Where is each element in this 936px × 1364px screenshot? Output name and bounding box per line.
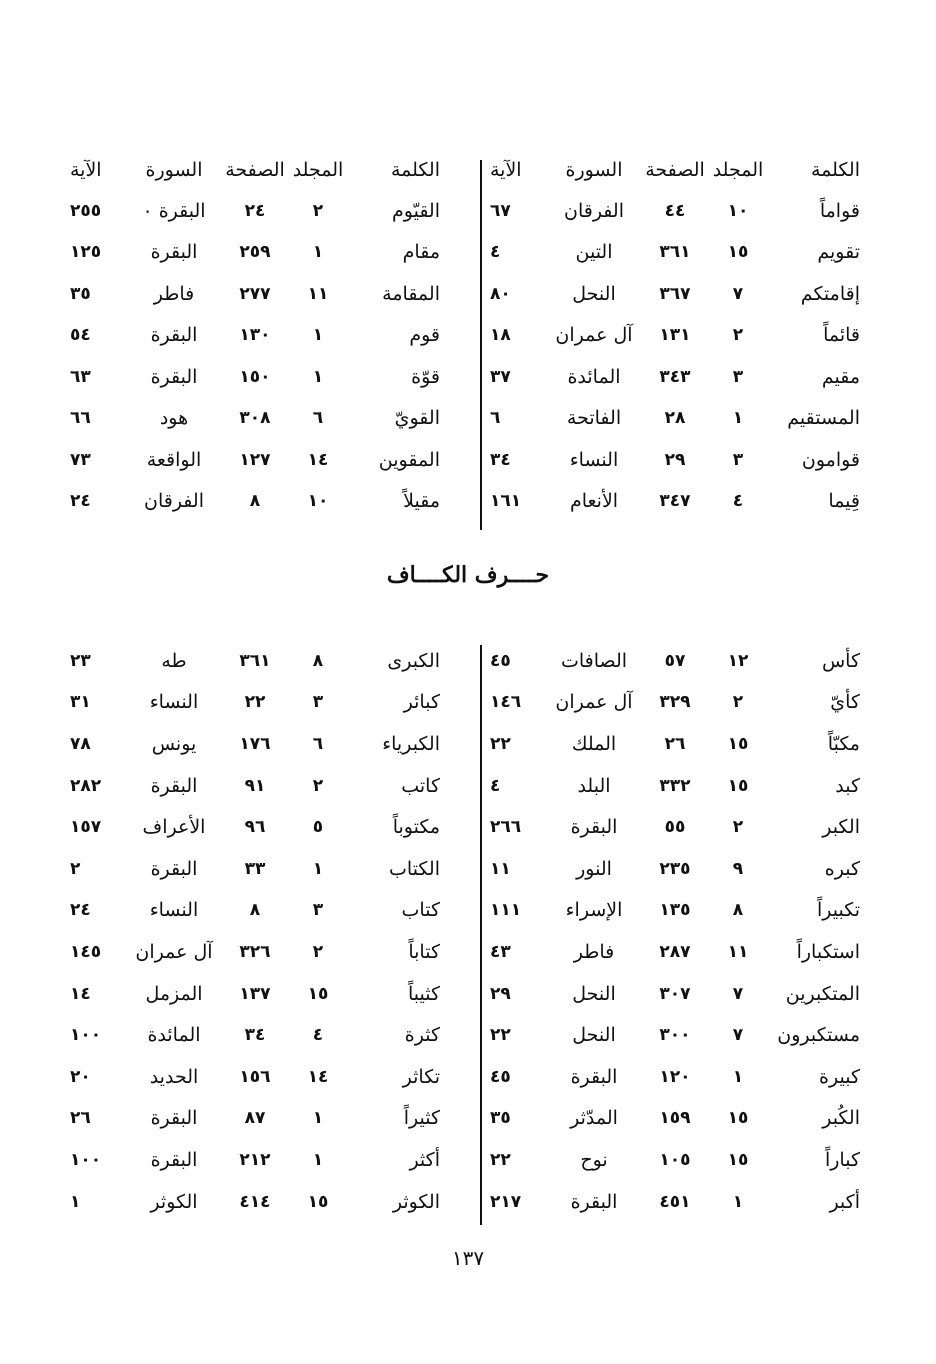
cell-aya: ٢٢ [490, 733, 511, 754]
table-row [490, 890, 860, 932]
table-row [490, 1139, 860, 1181]
cell-sura: النحل [572, 1024, 616, 1047]
cell-page: ٢٩ [664, 449, 686, 470]
cell-aya: ٢ [70, 858, 81, 879]
table-row [70, 315, 440, 357]
cell-page: ٣٤٣ [659, 366, 691, 387]
cell-aya: ٨٠ [490, 283, 511, 304]
cell-page: ٢٣٥ [659, 858, 691, 879]
cell-sura: آل عمران [135, 940, 213, 963]
cell-aya: ٤٣ [490, 941, 511, 962]
cell-sura: البقرة [150, 241, 198, 264]
table-row [70, 439, 440, 481]
cell-aya: ٣١ [70, 692, 91, 713]
table-row [490, 723, 860, 765]
cell-word: كثرة [404, 1024, 440, 1047]
cell-volume: ٤ [312, 1025, 324, 1046]
cell-page: ١٥٦ [239, 1066, 271, 1087]
cell-page: ٢١٢ [239, 1149, 271, 1170]
cell-word: مقيم [821, 365, 860, 388]
cell-page: ١٧٦ [239, 733, 271, 754]
cell-aya: ٢٢ [490, 1149, 511, 1170]
cell-page: ٥٥ [664, 817, 686, 838]
cell-page: ١٣٥ [659, 900, 691, 921]
table-row [490, 273, 860, 315]
cell-word: الكبرى [387, 649, 440, 672]
cell-word: قوم [409, 324, 440, 347]
cell-sura: فاطر [153, 282, 195, 305]
top-right-table [490, 150, 860, 522]
cell-word: كثيباً [407, 982, 440, 1005]
table-row [70, 765, 440, 807]
cell-aya: ٣٥ [70, 283, 91, 304]
cell-volume: ١ [312, 242, 324, 263]
header-volume: المجلد [292, 159, 344, 181]
cell-sura: يونس [151, 732, 197, 755]
cell-page: ١٣١ [659, 325, 691, 346]
cell-volume: ١١ [307, 283, 329, 304]
table-row [70, 398, 440, 440]
cell-volume: ٥ [312, 817, 324, 838]
cell-aya: ٢٥٥ [70, 200, 102, 221]
cell-word: قوامون [801, 448, 860, 471]
cell-page: ٣٤٧ [659, 491, 691, 512]
cell-aya: ٢٣ [70, 650, 91, 671]
cell-aya: ٧٣ [70, 449, 91, 470]
table-row [70, 1181, 440, 1223]
header-sura: السورة [565, 159, 623, 181]
cell-word: كأس [821, 649, 860, 672]
table-row [490, 398, 860, 440]
cell-volume: ١٠ [307, 491, 329, 512]
cell-aya: ١١١ [490, 900, 522, 921]
cell-page: ٣٣ [244, 858, 266, 879]
page-number: ١٣٧ [451, 1246, 485, 1270]
cell-volume: ٣ [732, 449, 744, 470]
cell-word: قائماً [823, 324, 860, 347]
table-row [490, 765, 860, 807]
cell-word: المقوين [378, 448, 440, 471]
cell-volume: ٢ [732, 692, 744, 713]
cell-aya: ١٤ [70, 983, 91, 1004]
column-divider [480, 160, 482, 530]
cell-sura: الأنعام [569, 490, 619, 513]
cell-volume: ٣ [312, 900, 324, 921]
table-row [70, 1014, 440, 1056]
cell-word: كتاب [401, 899, 440, 922]
cell-sura: البقرة [150, 1148, 198, 1171]
cell-volume: ٢ [312, 200, 324, 221]
cell-aya: ٢٢ [490, 1025, 511, 1046]
table-row [490, 848, 860, 890]
header-aya: الآية [490, 159, 522, 181]
header-aya: الآية [70, 159, 102, 181]
cell-aya: ٢٨٢ [70, 775, 102, 796]
table-row [490, 439, 860, 481]
table-row [490, 481, 860, 523]
cell-page: ٣٦١ [659, 242, 691, 263]
cell-sura: المائدة [567, 365, 621, 388]
cell-page: ٢٨٧ [659, 941, 691, 962]
cell-word: مستكبرون [777, 1024, 860, 1047]
cell-word: كبيرة [819, 1065, 860, 1088]
column-divider [480, 645, 482, 1225]
cell-volume: ١ [312, 858, 324, 879]
cell-page: ٥٧ [664, 650, 686, 671]
cell-word: إقامتكم [800, 282, 860, 305]
cell-word: كاتب [401, 774, 440, 797]
cell-aya: ١٠٠ [70, 1149, 102, 1170]
cell-sura: البلد [577, 774, 611, 797]
cell-page: ١٢٠ [659, 1066, 691, 1087]
cell-aya: ١٨ [490, 325, 511, 346]
cell-page: ٨٧ [244, 1108, 266, 1129]
table-row [490, 1056, 860, 1098]
cell-sura: النحل [572, 282, 616, 305]
cell-page: ٢٨ [664, 408, 686, 429]
cell-aya: ١٥٧ [70, 817, 102, 838]
cell-page: ٢٥٩ [239, 242, 271, 263]
cell-aya: ٦٦ [70, 408, 91, 429]
cell-page: ٣٠٠ [659, 1025, 691, 1046]
cell-volume: ٨ [732, 900, 744, 921]
cell-volume: ١١ [727, 941, 749, 962]
cell-word: مكبّاً [827, 732, 860, 755]
cell-page: ٢٢ [244, 692, 266, 713]
cell-sura: المزمل [145, 982, 203, 1005]
cell-word: أكبر [829, 1190, 860, 1213]
table-row [490, 232, 860, 274]
cell-volume: ١٠ [727, 200, 749, 221]
cell-sura: المدّثر [570, 1107, 618, 1130]
cell-volume: ٣ [312, 692, 324, 713]
cell-sura: البقرة [150, 774, 198, 797]
cell-aya: ١ [70, 1191, 81, 1212]
cell-volume: ١ [732, 408, 744, 429]
cell-page: ٣٦١ [239, 650, 271, 671]
cell-volume: ٦ [312, 408, 324, 429]
table-row [70, 1139, 440, 1181]
cell-sura: الفرقان [564, 199, 624, 222]
cell-volume: ٢ [312, 775, 324, 796]
cell-volume: ١٥ [727, 733, 749, 754]
cell-page: ٣٤ [244, 1025, 266, 1046]
cell-sura: الملك [571, 732, 617, 755]
cell-word: كباراً [824, 1148, 860, 1171]
cell-aya: ٣٥ [490, 1108, 511, 1129]
cell-volume: ١٤ [307, 449, 329, 470]
cell-word: الكتاب [389, 857, 440, 880]
cell-sura: النحل [572, 982, 616, 1005]
cell-sura: الأعراف [142, 816, 206, 839]
cell-volume: ٢ [312, 941, 324, 962]
table-row [70, 232, 440, 274]
cell-page: ١٢٧ [239, 449, 271, 470]
cell-page: ٣٠٨ [239, 408, 271, 429]
cell-volume: ١٥ [727, 1149, 749, 1170]
cell-page: ٤٥١ [659, 1191, 691, 1212]
cell-sura: البقرة [570, 1065, 618, 1088]
cell-volume: ١ [732, 1066, 744, 1087]
cell-volume: ٩ [732, 858, 744, 879]
cell-aya: ٤ [490, 242, 501, 263]
table-row [70, 640, 440, 682]
cell-page: ٤٤ [664, 200, 686, 221]
bottom-left-column-group [70, 640, 440, 1222]
cell-word: المتكبرين [785, 982, 860, 1005]
cell-page: ٩١ [244, 775, 266, 796]
cell-sura: الفرقان [144, 490, 204, 513]
bottom-right-table [490, 640, 860, 1222]
table-row [70, 190, 440, 232]
cell-page: ١٥٠ [239, 366, 271, 387]
cell-word: كبائر [403, 691, 440, 714]
cell-aya: ١٢٥ [70, 242, 102, 263]
cell-aya: ١٤٥ [70, 941, 102, 962]
cell-word: استكباراً [796, 940, 860, 963]
cell-volume: ١٤ [307, 1066, 329, 1087]
cell-sura: الحديد [149, 1065, 199, 1088]
table-row [70, 848, 440, 890]
cell-page: ١٣٠ [239, 325, 271, 346]
cell-word: قوّة [411, 365, 440, 388]
cell-word: تقويم [817, 241, 860, 264]
header-word: الكلمة [810, 159, 860, 181]
cell-word: الكُبر [822, 1107, 860, 1130]
cell-page: ٢٤ [244, 200, 266, 221]
cell-aya: ٢٤ [70, 900, 91, 921]
cell-volume: ٤ [732, 491, 744, 512]
cell-volume: ١٥ [727, 242, 749, 263]
cell-volume: ٧ [732, 283, 744, 304]
cell-word: كبره [824, 857, 860, 880]
cell-sura: فاطر [573, 940, 615, 963]
cell-aya: ٣٧ [490, 366, 511, 387]
top-left-rows [70, 190, 440, 522]
table-row [70, 806, 440, 848]
cell-page: ١٥٩ [659, 1108, 691, 1129]
cell-sura: نوح [580, 1148, 608, 1171]
cell-sura: الكوثر [150, 1190, 198, 1213]
table-row [70, 890, 440, 932]
table-row [490, 356, 860, 398]
cell-volume: ٨ [312, 650, 324, 671]
cell-word: الكبر [822, 816, 860, 839]
cell-page: ٢٦ [664, 733, 686, 754]
cell-volume: ١ [732, 1191, 744, 1212]
table-row [490, 931, 860, 973]
table-row [490, 1098, 860, 1140]
cell-aya: ٧٨ [70, 733, 91, 754]
cell-word: كتاباً [408, 940, 440, 963]
cell-aya: ٤٥ [490, 650, 511, 671]
cell-page: ٣٢٦ [239, 941, 271, 962]
cell-word: القيّوم [392, 199, 440, 222]
table-row [70, 973, 440, 1015]
cell-word: كثيراً [403, 1107, 440, 1130]
bottom-right-column-group [490, 640, 860, 1222]
cell-sura: الإسراء [565, 899, 623, 922]
table-row [70, 481, 440, 523]
cell-word: تكاثر [402, 1065, 440, 1088]
cell-aya: ٦ [490, 408, 501, 429]
cell-volume: ١ [312, 1149, 324, 1170]
cell-sura: البقرة ٠ [142, 199, 206, 222]
bottom-right-rows [490, 640, 860, 1222]
cell-sura: البقرة [150, 857, 198, 880]
cell-page: ١٣٧ [239, 983, 271, 1004]
header-page: الصفحة [645, 159, 705, 181]
table-row [70, 1098, 440, 1140]
cell-aya: ١٤٦ [490, 692, 522, 713]
table-row [490, 973, 860, 1015]
cell-aya: ٢١٧ [490, 1191, 522, 1212]
cell-word: قِيما [828, 490, 860, 513]
cell-sura: الواقعة [146, 448, 202, 471]
cell-word: قواماً [819, 199, 860, 222]
cell-volume: ١ [312, 325, 324, 346]
cell-volume: ٢ [732, 817, 744, 838]
cell-page: ٣٠٧ [659, 983, 691, 1004]
cell-word: كأيّ [830, 691, 860, 714]
cell-word: مكتوباً [392, 816, 440, 839]
cell-page: ٤١٤ [239, 1191, 271, 1212]
header-row [70, 150, 440, 190]
cell-volume: ١٥ [307, 983, 329, 1004]
cell-sura: الصافات [560, 649, 628, 672]
cell-aya: ١٦١ [490, 491, 522, 512]
cell-page: ٨ [249, 491, 261, 512]
top-right-column-group [490, 150, 860, 522]
table-row [490, 1181, 860, 1223]
table-row [490, 315, 860, 357]
top-left-column-group [70, 150, 440, 522]
cell-aya: ٤٥ [490, 1066, 511, 1087]
cell-page: ٩٦ [244, 817, 266, 838]
table-row [70, 1056, 440, 1098]
header-row [490, 150, 860, 190]
cell-sura: النساء [149, 899, 199, 922]
table-row [490, 806, 860, 848]
table-row [490, 682, 860, 724]
cell-aya: ٢٩ [490, 983, 511, 1004]
cell-volume: ١٥ [727, 1108, 749, 1129]
cell-volume: ١٢ [727, 650, 749, 671]
cell-word: الكوثر [392, 1190, 440, 1213]
section-title: حــــرف الكــــاف [386, 562, 550, 588]
cell-sura: البقرة [150, 324, 198, 347]
cell-aya: ١١ [490, 858, 511, 879]
cell-aya: ٢٦ [70, 1108, 91, 1129]
bottom-left-rows [70, 640, 440, 1222]
cell-aya: ١٠٠ [70, 1025, 102, 1046]
table-row [490, 1014, 860, 1056]
cell-aya: ٢٦٦ [490, 817, 522, 838]
header-sura: السورة [145, 159, 203, 181]
cell-sura: آل عمران [555, 691, 633, 714]
table-row [70, 723, 440, 765]
cell-volume: ٢ [732, 325, 744, 346]
cell-sura: النساء [149, 691, 199, 714]
cell-aya: ٤ [490, 775, 501, 796]
cell-page: ٢٧٧ [239, 283, 271, 304]
cell-page: ٣٢٩ [659, 692, 691, 713]
header-volume: المجلد [712, 159, 764, 181]
cell-aya: ٦٣ [70, 366, 91, 387]
top-left-table [70, 150, 440, 522]
cell-aya: ٦٧ [490, 200, 511, 221]
cell-sura: النساء [569, 448, 619, 471]
cell-aya: ٣٤ [490, 449, 511, 470]
cell-sura: التين [575, 241, 613, 264]
table-row [70, 682, 440, 724]
cell-sura: المائدة [147, 1024, 201, 1047]
cell-page: ٣٣٢ [659, 775, 691, 796]
cell-page: ٣٦٧ [659, 283, 691, 304]
cell-volume: ٧ [732, 1025, 744, 1046]
cell-volume: ٦ [312, 733, 324, 754]
cell-word: المقامة [382, 282, 440, 305]
cell-volume: ٣ [732, 366, 744, 387]
table-row [70, 931, 440, 973]
cell-word: المستقيم [787, 407, 860, 430]
cell-word: أكثر [409, 1148, 440, 1171]
cell-volume: ١٥ [727, 775, 749, 796]
cell-word: الكبرياء [382, 732, 440, 755]
cell-volume: ١٥ [307, 1191, 329, 1212]
cell-sura: البقرة [570, 816, 618, 839]
cell-page: ٨ [249, 900, 261, 921]
top-right-rows [490, 190, 860, 522]
cell-sura: النور [576, 857, 612, 880]
cell-word: كبد [835, 774, 860, 797]
cell-sura: البقرة [150, 1107, 198, 1130]
table-row [490, 190, 860, 232]
cell-volume: ٧ [732, 983, 744, 1004]
cell-sura: البقرة [570, 1190, 618, 1213]
cell-word: مقام [402, 241, 440, 264]
cell-aya: ٥٤ [70, 325, 91, 346]
cell-word: تكبيراً [816, 899, 860, 922]
cell-aya: ٢٠ [70, 1066, 91, 1087]
bottom-left-table [70, 640, 440, 1222]
cell-sura: البقرة [150, 365, 198, 388]
cell-page: ١٠٥ [659, 1149, 691, 1170]
header-word: الكلمة [390, 159, 440, 181]
cell-sura: طه [161, 649, 187, 672]
cell-word: مقيلاً [403, 490, 440, 513]
cell-volume: ١ [312, 366, 324, 387]
cell-sura: هود [159, 407, 189, 430]
table-row [490, 640, 860, 682]
table-row [70, 273, 440, 315]
header-page: الصفحة [225, 159, 285, 181]
cell-sura: الفاتحة [566, 407, 622, 430]
cell-word: القويّ [394, 407, 440, 430]
cell-sura: آل عمران [555, 324, 633, 347]
table-row [70, 356, 440, 398]
cell-aya: ٢٤ [70, 491, 91, 512]
cell-volume: ١ [312, 1108, 324, 1129]
